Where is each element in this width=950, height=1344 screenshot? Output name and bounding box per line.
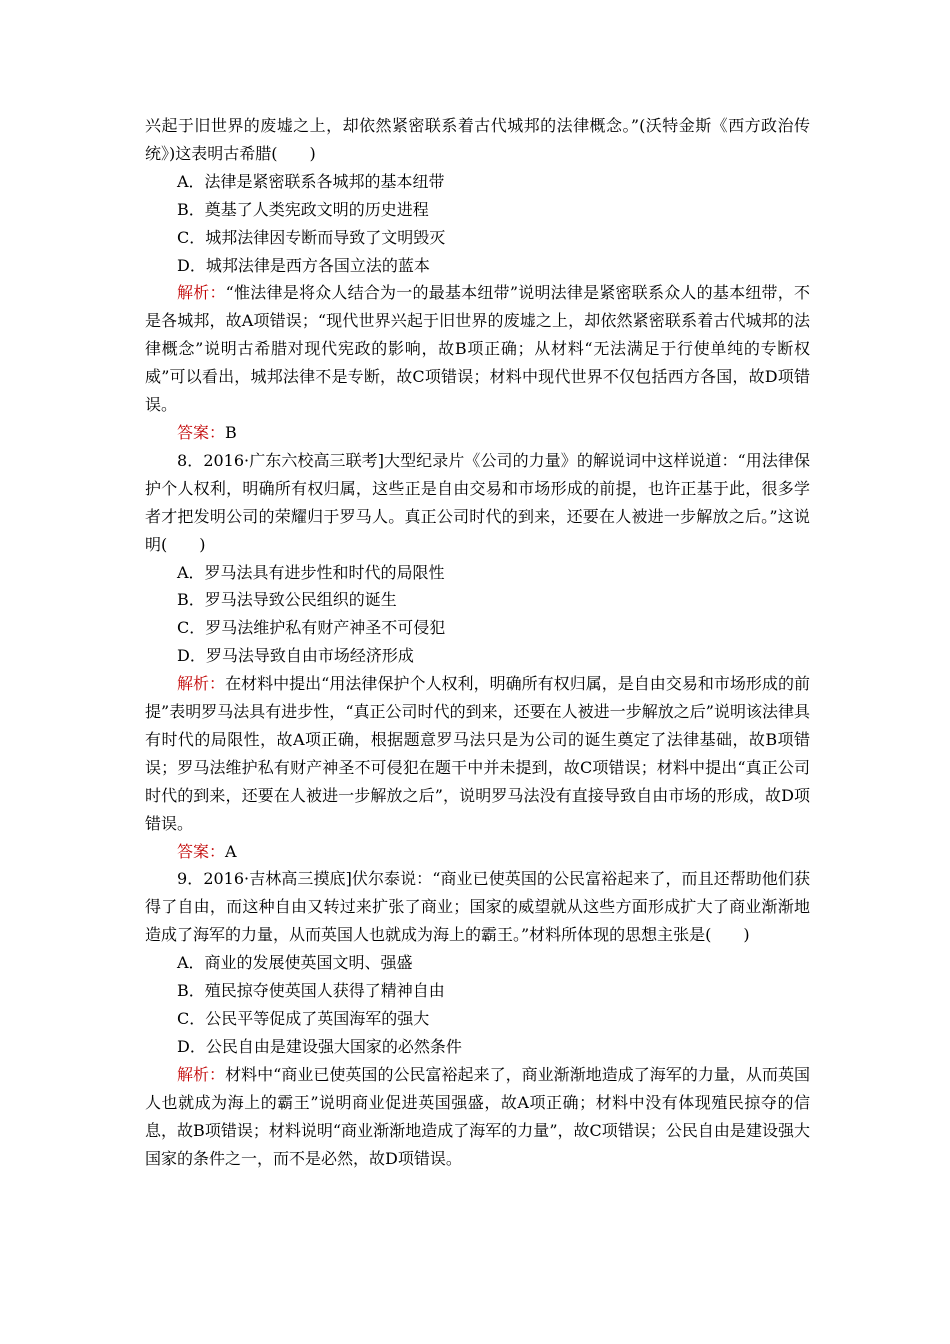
analysis-text: 材料中“商业已使英国的公民富裕起来了，商业渐渐地造成了海军的力量，从而英国人也就成为海上的霸王”说明商业促进英国强盛，故A项正确；材料中没有体现殖民掠夺的信息，故B项错误；材料说明“商业渐渐地造成了海军的力量”，故C项错误；公民自由是建设强大国家的条件之一，而不是必然，故D项错误。: [145, 1064, 810, 1168]
document-page: [145, 112, 810, 1172]
q7-option-c: C．城邦法律因专断而导致了文明毁灭: [177, 227, 446, 247]
q8-analysis: [145, 670, 810, 837]
answer-value: B: [225, 422, 237, 442]
answer-value: A: [225, 841, 237, 861]
q7-analysis: [145, 279, 810, 419]
q8-option-b: B．罗马法导致公民组织的诞生: [177, 590, 397, 610]
q8-answer: [145, 838, 810, 866]
q8-stem: 8．2016·广东六校高三联考]大型纪录片《公司的力量》的解说词中这样说道：“用法律保护个人权利，明确所有权归属，这些正是自由交易和市场形成的前提，也许正基于此，很多学者才把发明公司的荣耀归于罗马人。真正公司时代的到来，还要在人被进一步解放之后。”这说明( ): [145, 450, 810, 554]
analysis-label: 解析：: [177, 674, 226, 694]
q7-stem: 兴起于旧世界的废墟之上，却依然紧密联系着古代城邦的法律概念。”(沃特金斯《西方政治传统》)这表明古希腊( ): [145, 116, 810, 163]
q9-analysis: [145, 1061, 810, 1173]
q9-option-c: C．公民平等促成了英国海军的强大: [177, 1009, 430, 1028]
analysis-text: “惟法律是将众人结合为一的最基本纽带”说明法律是紧密联系众人的基本纽带，不是各城邦，故A项错误；“现代世界兴起于旧世界的废墟之上，却依然紧密联系着古代城邦的法律概念”说明古希腊对现代宪政的影响，故B项正确；从材料“无法满足于行使单纯的专断权威”可以看出，城邦法律不是专断，故C项错误；材料中现代世界不仅包括西方各国，故D项错误。: [145, 283, 810, 415]
analysis-text: 在材料中提出“用法律保护个人权利，明确所有权归属，是自由交易和市场形成的前提”表明罗马法具有进步性，“真正公司时代的到来，还要在人被进一步解放之后”说明该法律具有时代的局限性，故A项正确，根据题意罗马法只是为公司的诞生奠定了法律基础，故B项错误；罗马法维护私有财产神圣不可侵犯在题干中并未提到，故C项错误；材料中提出“真正公司时代的到来，还要在人被进一步解放之后”，说明罗马法没有直接导致自由市场的形成，故D项错误。: [145, 674, 810, 833]
q9-option-b: B．殖民掠夺使英国人获得了精神自由: [177, 981, 445, 1001]
q8-option-a: A．罗马法具有进步性和时代的局限性: [177, 562, 445, 582]
q7-answer: [145, 419, 810, 447]
answer-label: 答案：: [177, 422, 226, 442]
q9-stem: 9．2016·吉林高三摸底]伏尔泰说：“商业已使英国的公民富裕起来了，而且还帮助他们获得了自由，而这种自由又转过来扩张了商业；国家的威望就从这些方面形成扩大了商业渐渐地造成了海军的力量，从而英国人也就成为海上的霸王。”材料所体现的思想主张是( ): [145, 869, 810, 945]
q7-option-a: A．法律是紧密联系各城邦的基本纽带: [177, 171, 445, 191]
q9-option-d: D．公民自由是建设强大国家的必然条件: [177, 1036, 462, 1056]
q8-option-c: C．罗马法维护私有财产神圣不可侵犯: [177, 618, 446, 638]
q7-option-d: D．城邦法律是西方各国立法的蓝本: [177, 255, 430, 275]
q7-option-b: B．奠基了人类宪政文明的历史进程: [177, 199, 429, 219]
analysis-label: 解析：: [177, 283, 226, 303]
answer-label: 答案：: [177, 841, 226, 861]
q8-option-d: D．罗马法导致自由市场经济形成: [177, 646, 414, 666]
analysis-label: 解析：: [177, 1064, 226, 1084]
q9-option-a: A．商业的发展使英国文明、强盛: [177, 953, 413, 973]
